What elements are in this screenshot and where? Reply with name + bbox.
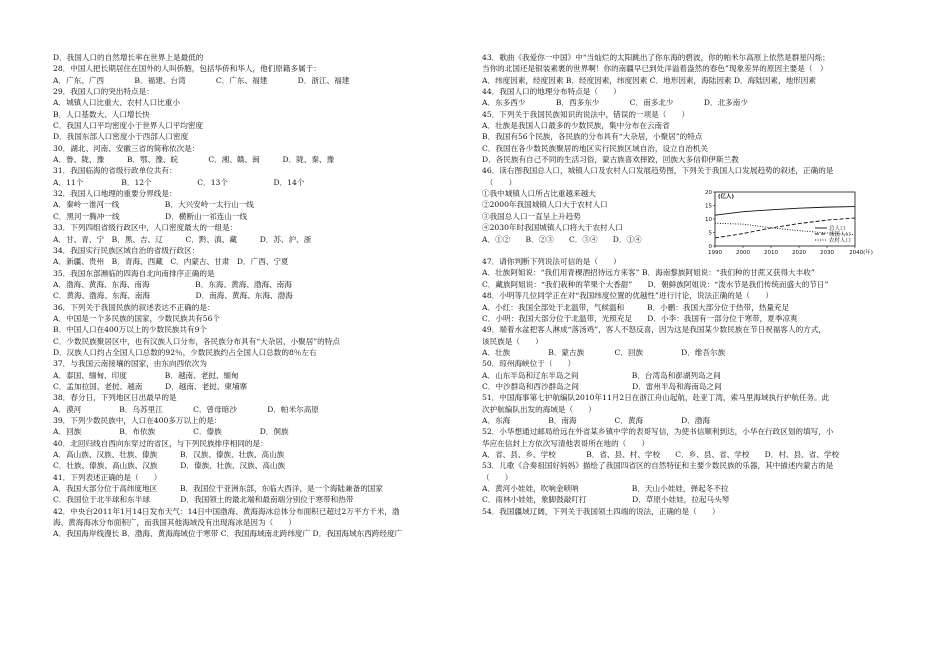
left-line: A．中国是一个多民族的国家，少数民族共有56个 [53, 313, 221, 323]
x-tick-label: 2030 [820, 250, 834, 257]
right-top-line: A．壮族是我国人口最多的少数民族，集中分布在云南省 [482, 121, 670, 131]
x-tick-label: 2020 [792, 250, 806, 257]
right-bottom-line: 52．小华想通过邮局给远在外省某乡镇中学的表哥写信，为使书信顺利到达，小华在行政区划的填写，小 [482, 427, 834, 437]
x-tick-label: 2040(年) [849, 250, 873, 257]
right-top-block [482, 52, 902, 188]
left-line: B．人口基数大、人口增长快 [53, 109, 150, 119]
left-line: 39．下列少数民族中，人口在400多万以上的是： [53, 416, 222, 425]
left-line: C．孟加拉国、老挝、越南 D．越南、老挝、柬埔寨 [53, 381, 248, 391]
left-line: 29．我国人口的突出特点是： [53, 87, 154, 97]
left-line: C．我国位于北半球和东半球 D．我国领土的最北端和最南端分别位于寒带和热带 [53, 495, 354, 505]
right-top-line: 46．读右图我国总人口，城镇人口及农村人口发展趋势图，下列关于我国人口发展趋势的叙述，正确的是 [482, 166, 834, 176]
left-line: D．我国人口的自然增长率在世界上是最低的 [53, 53, 204, 62]
y-tick-label: 20 [705, 190, 712, 197]
x-tick-label: 1990 [708, 250, 722, 257]
left-line: A．回族 B．布依族 C．傣族 D．侗族 [53, 427, 289, 437]
left-line: A．我国大部分位于高纬度地区 B．我国位于亚洲东部，东临大西洋，是一个海陆兼备的国家 [53, 484, 383, 494]
right-top-line: 45．下列关于我国民族知识的说法中，错误的一项是（ ） [482, 109, 690, 119]
y-tick-label: 10 [705, 217, 712, 224]
left-line: 35．我国东部濒临的四海自北向南排序正确的是 [53, 268, 215, 278]
series-line-1 [715, 207, 855, 216]
right-bottom-line: A．省、县、乡、学校 B．省、县、村、学校 C．乡、县、省、学校 D．村、县、省、学校 [482, 449, 840, 459]
right-bottom-line: A．山东半岛和辽东半岛之间 B．台湾岛和澎湖列岛之间 [482, 370, 721, 380]
right-bottom-line: A．黄河小娃娃，吹响金唢呐 B．天山小娃娃，弹起冬不拉 [482, 484, 729, 493]
fig-line: ②2000年我国城镇人口大于农村人口 [482, 200, 608, 210]
legend-label: 总人口 [829, 226, 846, 233]
left-line: 33．下列四组省级行政区中，人口密度最大的一组是： [53, 223, 238, 233]
y-tick-label: 15 [705, 203, 712, 210]
left-line: 42．中央台2011年1月14日发布天气：14日中国渤海、黄海海冰总体分布面积已超过2万平方千米，渤 [53, 506, 400, 516]
fig-line: A．①② B．②③ C．③④ D．①④ [482, 234, 642, 244]
question-46-statements [482, 188, 687, 245]
legend-label: 农村人口 [829, 238, 852, 245]
left-line: 28．中国人把长期居住在国外的人叫侨胞，包括华侨和华人，他们原籍多属于： [53, 64, 321, 74]
left-line: 38．春分日，下列地区日出最早的是 [53, 393, 177, 403]
right-bottom-line: C．中沙群岛和西沙群岛之间 D．雷州半岛和海南岛之间 [482, 381, 722, 391]
left-line: C．黑河一腾冲一线 D．横断山一祁连山一线 [53, 211, 248, 221]
question-46-figure [482, 188, 902, 256]
population-trend-chart [695, 184, 873, 260]
left-line: C．壮族、傣族、高山族、汉族 D．傣族、壮族、汉族、高山族 [53, 461, 286, 471]
y-tick-label: 5 [708, 230, 712, 237]
right-bottom-line: C．藏族阿姐说：“我们栽种的苹果个大香甜” D．朝鲜族阿姐说：“泼水节是我们传统而盛大的节日” [482, 279, 829, 289]
right-column [482, 52, 902, 517]
left-line: 37．与我国云南接壤的国家，由东向西依次为 [53, 359, 207, 369]
left-line: 34．我国实行民族区域自治的省级行政区： [53, 245, 200, 255]
right-bottom-line: A．壮族 B．蒙古族 C．回族 D．维吾尔族 [482, 347, 726, 357]
left-line: 40．北回归线自西向东穿过的省区，与下列民族排序相同的是： [53, 438, 268, 448]
right-bottom-line: 49．端着水盆把客人淋成“落汤鸡”，客人不怒反喜，因为这是我国某少数民族在节日祝福客人的方式， [482, 325, 826, 335]
fig-line: ④2030年时我国城镇人口将大于农村人口 [482, 223, 623, 233]
x-tick-label: 2010 [764, 250, 778, 257]
left-line: C．我国人口平均密度小于世界人口平均密度 [53, 121, 204, 131]
right-bottom-line: 47．请你判断下列说法可信的是（ ） [482, 257, 621, 267]
legend-label: 城镇人口 [829, 232, 852, 239]
left-line: B．中国人口在400万以上的少数民族共有9个 [53, 325, 207, 335]
y-tick-label: 0 [708, 244, 712, 251]
right-bottom-line: 该民族是（ ） [482, 336, 543, 346]
left-line: A．秦岭一淮河一线 B．大兴安岭一太行山一线 [53, 200, 254, 210]
y-axis-label: (亿人) [718, 194, 735, 201]
right-top-line: 当你的北国还是银装素裹的世界啊！你的南疆早已到处洋溢着盎然的春色”现象差异的原因主要是（ ） [482, 64, 828, 74]
right-top-line: A．纬度因素，经度因素 B．经度因素，纬度因素 C．地形因素，海陆因素 D．海陆因素，地形因素 [482, 75, 816, 85]
right-top-line: 43．歌曲《我爱你一中国》中“当灿烂的太阳跳出了你东海的碧波，你的帕米尔高原上依然是群星闪烁； [482, 53, 830, 62]
right-bottom-line: 54．我国疆域辽阔，下列关于我国领土四端的说法，正确的是（ ） [482, 506, 720, 516]
x-tick-label: 2000 [736, 250, 750, 257]
right-bottom-line: 华应在信封上方依次写清他表哥所在地的（ ） [482, 438, 650, 448]
left-line: A．渤海、黄海、东海、南海 B．东海、黄海、渤海、南海 [53, 279, 292, 289]
left-line: C．少数民族聚居区中，也有汉族人口分布，各民族分布具有“大杂居，小聚居”的特点 [53, 336, 340, 346]
right-bottom-line: C．小明：我国大部分位于北温带，光照充足 D．小李：我国有一部分位于寒带，夏季凉爽 [482, 313, 798, 323]
left-line: A．新疆、贵州 B．青海、西藏 C．内蒙古、甘肃 D．广西、宁夏 [53, 257, 289, 267]
right-bottom-line: A．东海 B．南海 C．黄海 D．渤海 [482, 415, 710, 425]
right-top-line: （ ） [482, 177, 517, 187]
left-line: A．甘、青、宁 B．黑、吉、辽 C．黔、滇、藏 D．苏、沪、浙 [53, 234, 312, 244]
left-line: A．泰国、缅甸、印度 B．越南、老挝、缅甸 [53, 370, 239, 380]
left-line: A．我国海岸线漫长 B．渤海、黄海海域位于寒带 C．我国海域南北跨纬度广 D．我国海域东西跨经度广 [53, 529, 403, 539]
left-line: A．鲁、陇、豫 B．鄂、豫、皖 C．湘、赣、闽 D．陇、秦、豫 [53, 155, 335, 165]
right-top-line: B．我国有56个民族，各民族的分布具有“大杂居，小聚居”的特点 [482, 132, 703, 142]
left-line: A．漠河 B．乌苏里江 C．曾母暗沙 D．帕米尔高原 [53, 404, 319, 414]
right-bottom-block [482, 256, 902, 517]
left-column [53, 52, 471, 540]
right-bottom-line: 51．中国海事第七护航编队2010年11月2日在浙江舟山起航，赴亚丁湾，索马里海域执行护航任务。此 [482, 393, 830, 403]
fig-line: ①我中城镇人口所占比重越来越大 [482, 189, 596, 199]
right-bottom-line: 48．小明等几位同学正在对“我国纬度位置的优越性”进行讨论，说法正确的是（ ） [482, 291, 773, 301]
left-line: 36．下列关于我国民族的叙述表达不正确的是： [53, 302, 215, 312]
fig-line: ③我国总人口一直呈上升趋势 [482, 211, 581, 221]
right-bottom-line: 次护航编队出发的海域是（ ） [482, 404, 596, 414]
left-line: 41．下列表述正确的是（ ） [53, 472, 162, 482]
right-bottom-line: 50．琼州海峡位于（ ） [482, 359, 576, 369]
left-line: A．高山族、汉族、壮族、傣族 B．汉族、傣族、壮族、高山族 [53, 450, 285, 460]
right-top-line: C．我国在各少数民族聚居的地区实行民族区域自治，设立自治机关 [482, 143, 709, 153]
right-bottom-line: 53．儿歌《合奏祖国好妈妈》描绘了我国四省区的自然特征和主要少数民族的乐器，其中描述内蒙古的是 [482, 461, 834, 471]
right-top-line: D．各民族有自己不同的生活习俗，蒙古族喜欢摔跤，回族大多信仰伊斯兰教 [482, 155, 739, 165]
left-line: 32．我国人口地理的重要分界线是： [53, 189, 177, 199]
left-line: A．11个 B．12个 C．13个 D．14个 [53, 177, 305, 187]
left-line: A．广东、广西 B．福建、台湾 C．广东、福建 D．浙江、福建 [53, 75, 350, 85]
left-line: D．我国东部人口密度小于西部人口密度 [53, 132, 189, 142]
right-bottom-line: C．雨林小娃娃，象脚鼓敲叮打 D．草原小娃娃，拉起马头琴 [482, 495, 730, 505]
left-line: A．城镇人口比重大、农村人口比重小 [53, 98, 180, 108]
left-line: C．黄海、渤海、东海、南海 D．南海、黄海、东海、渤海 [53, 291, 293, 301]
left-line: 30．湖北、河南、安徽三省的简称依次是： [53, 143, 200, 153]
left-line: D．汉族人口约占全国人口总数的92％，少数民族约占全国人口总数的8％左右 [53, 347, 317, 357]
right-bottom-line: A．壮族阿姐说：“我们用青稞酒招待远方来客” B．海南黎族阿姐说：“我们种的甘蔗又获得大丰收” [482, 268, 815, 278]
right-bottom-line: A．小红：我国全部处于北温带，气候温和 B．小鹏：我国大部分位于热带，热量充足 [482, 302, 790, 312]
right-top-line: 44．我国人口的地理分布特点是（ ） [482, 87, 621, 97]
right-top-line: A．东多西少 B．西多东少 C．南多北少 D．北多南少 [482, 98, 748, 108]
right-bottom-line: （ ） [482, 472, 513, 482]
left-line: 海、黄海海冰分布面积广，而我国其他海域没有出现海冰是因为（ ） [53, 518, 296, 528]
left-line: 31．我国临海的省级行政单位共有： [53, 166, 177, 176]
